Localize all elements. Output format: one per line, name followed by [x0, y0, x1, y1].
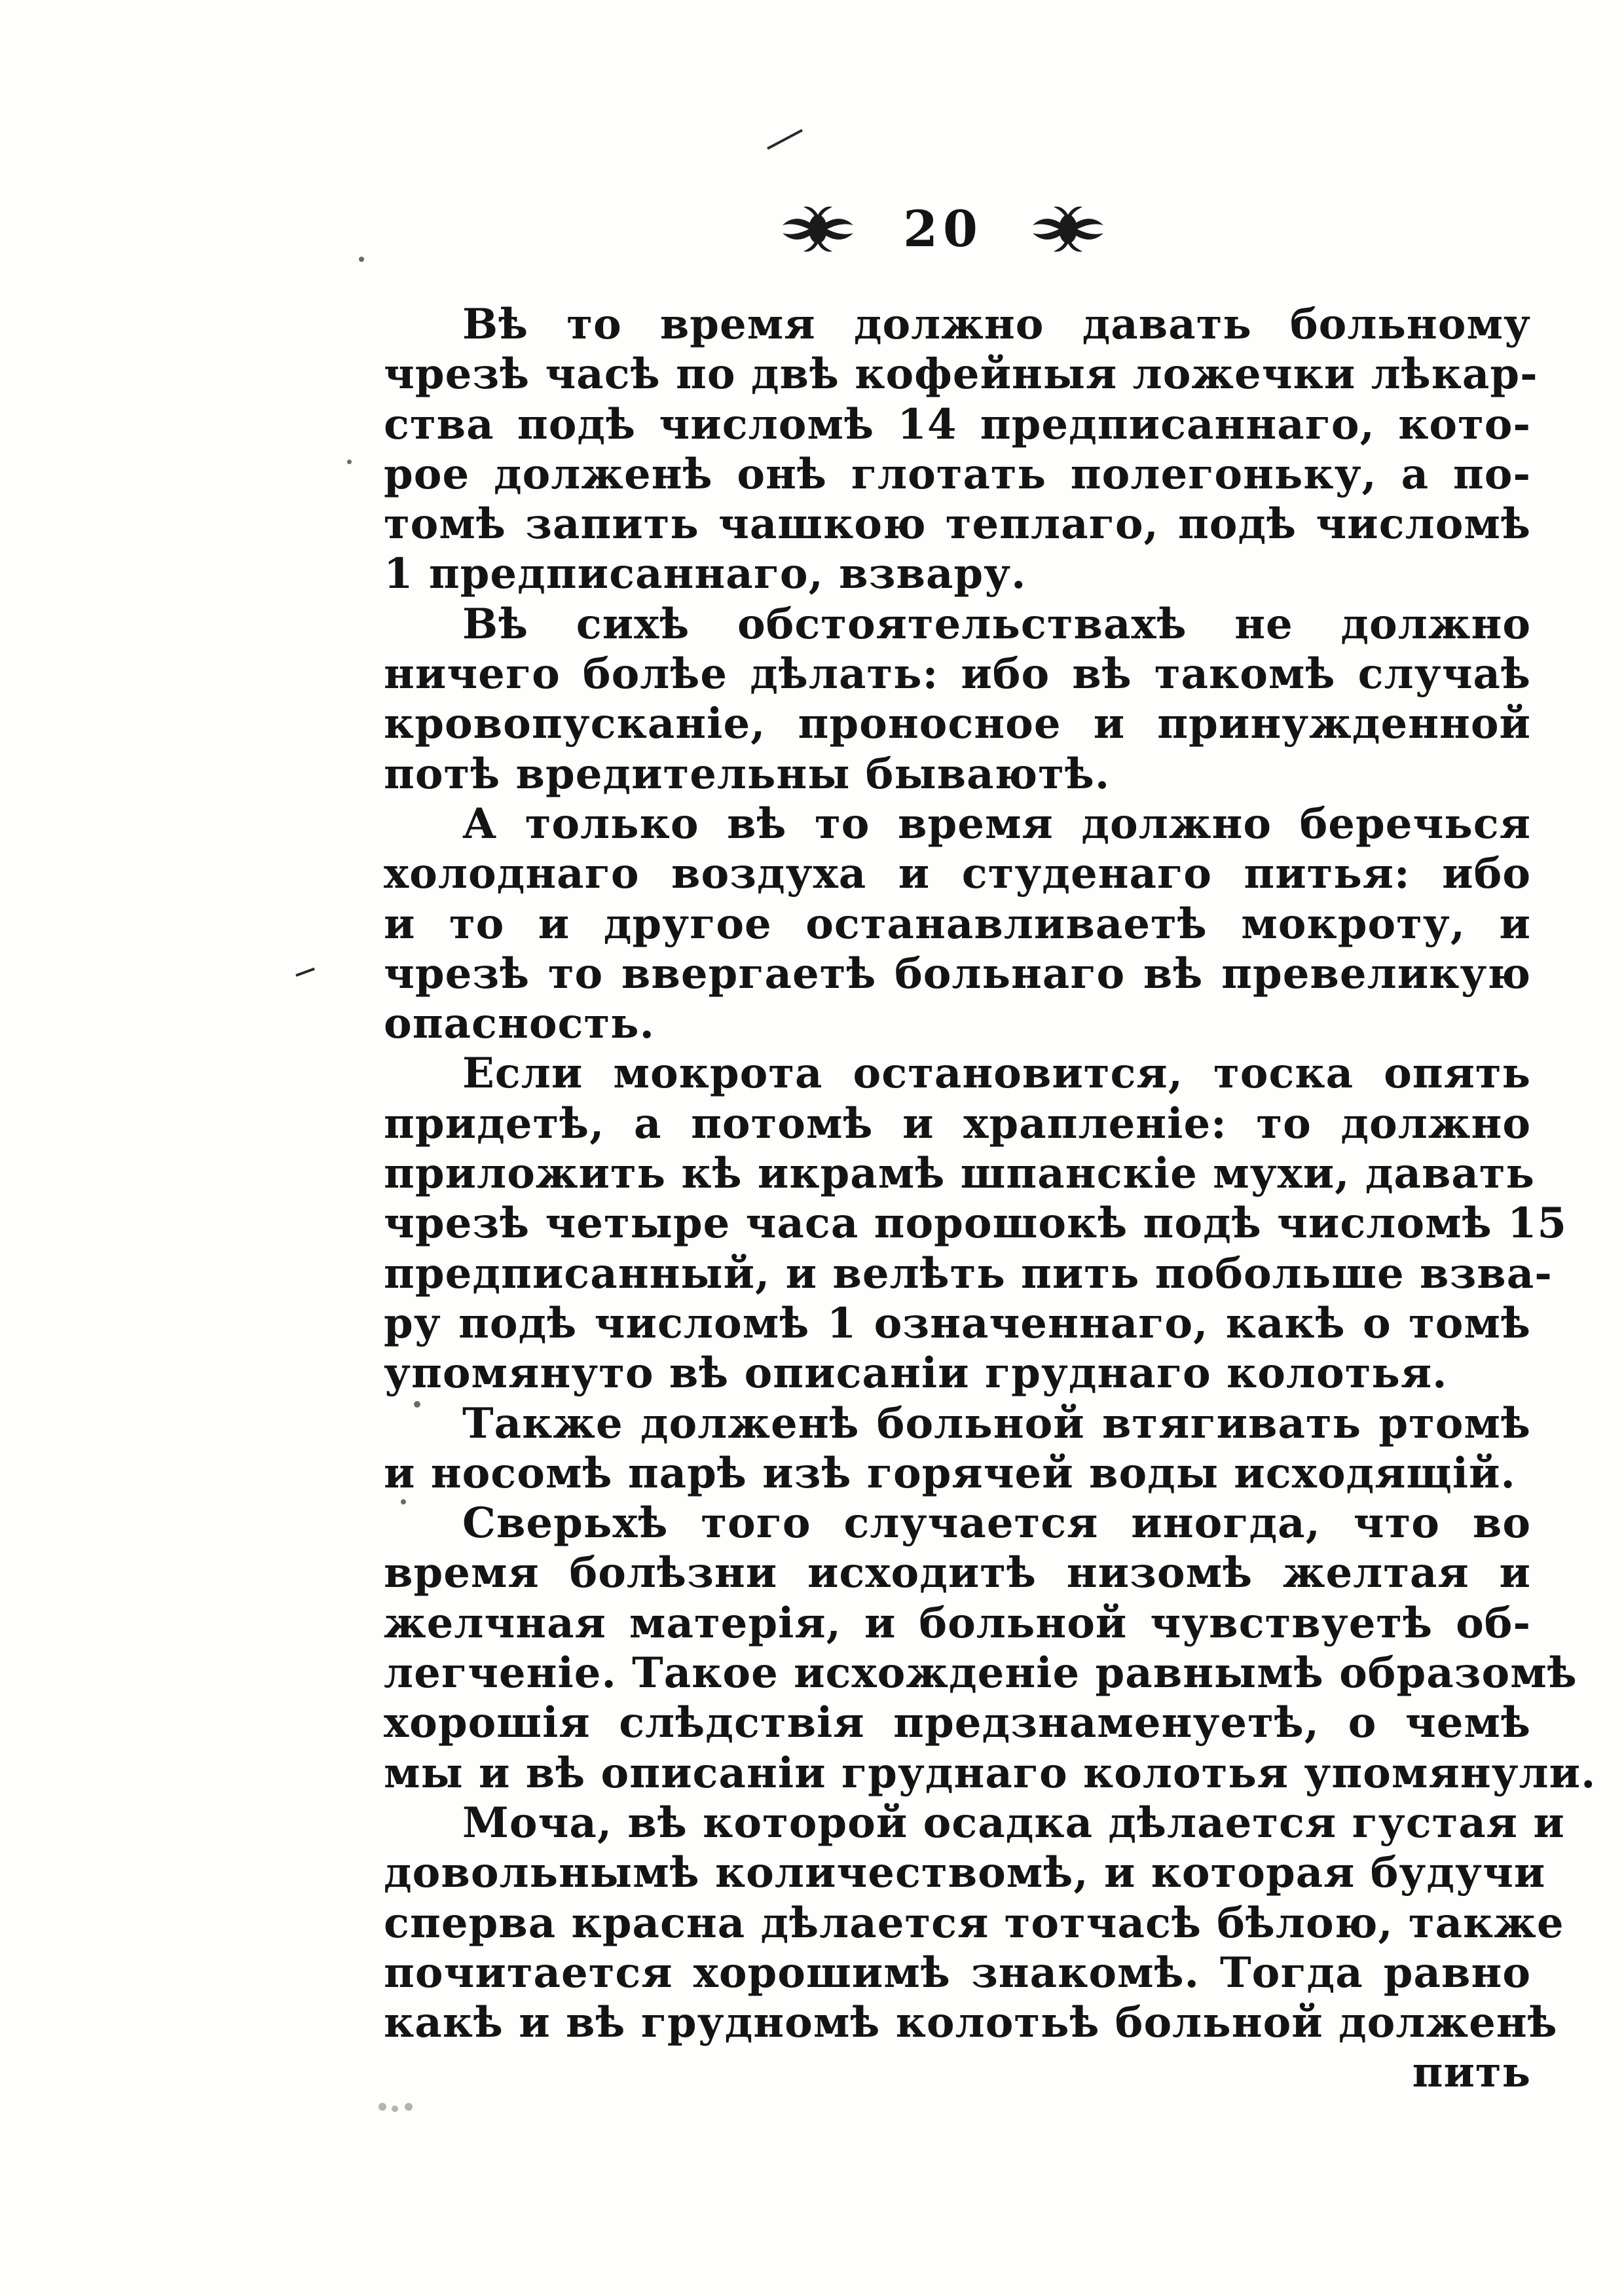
text-line: Сверьхѣ того случается иногда, что во: [462, 1499, 1531, 1548]
text-line: предписанный, и велѣть пить побольше взва-: [384, 1248, 1553, 1298]
text-line: упомянуто вѣ описаніи груднаго колотья.: [384, 1349, 1448, 1398]
paper-speck: [347, 460, 352, 464]
text-line: Вѣ сихѣ обстоятельствахѣ не должно: [462, 599, 1531, 649]
paragraph: [384, 600, 1531, 799]
text-line: опасность.: [384, 999, 655, 1049]
body-text: [384, 300, 1596, 2098]
paper-speck: [405, 2103, 413, 2111]
text-line: томѣ запить чашкою теплаго, подѣ числомѣ: [384, 500, 1531, 549]
page-header: [740, 190, 1146, 268]
paragraph: [384, 300, 1538, 600]
paragraph: [384, 1049, 1568, 1398]
text-line: Моча, вѣ которой осадка дѣлается густая и: [462, 1798, 1565, 1848]
text-line: приложить кѣ икрамѣ шпанскіе мухи, давать: [384, 1149, 1535, 1199]
stray-mark: [295, 968, 315, 977]
text-line: желчная матерія, и больной чувствуетѣ об-: [384, 1598, 1531, 1648]
text-line: ничего болѣе дѣлать: ибо вѣ такомѣ случаѣ: [384, 649, 1531, 699]
paragraph: [384, 799, 1531, 1049]
paper-speck: [359, 257, 364, 262]
text-line: какѣ и вѣ грудномѣ колотьѣ больной долженѣ: [384, 1998, 1558, 2048]
paragraph: [384, 1399, 1531, 1499]
paragraph: [384, 1798, 1565, 2048]
text-line: рое долженѣ онѣ глотать полегоньку, а по-: [384, 449, 1531, 499]
paper-speck: [392, 2105, 398, 2112]
text-line: мы и вѣ описаніи груднаго колотья упомянули.: [384, 1748, 1596, 1798]
catchword: пить: [1412, 2048, 1531, 2098]
text-line: и носомѣ парѣ изѣ горячей воды исходящій.: [384, 1448, 1516, 1498]
paper-speck: [378, 2103, 386, 2111]
text-line: чрезѣ часѣ по двѣ кофейныя ложечки лѣкар-: [384, 350, 1538, 399]
text-line: и то и другое останавливаетѣ мокроту, и: [384, 899, 1531, 949]
text-line: потѣ вредительны бываютѣ.: [384, 749, 1111, 799]
text-line: холоднаго воздуха и студенаго питья: ибо: [384, 849, 1531, 899]
text-line: чрезѣ то ввергаетѣ больнаго вѣ превеликую: [384, 949, 1531, 998]
text-line: почитается хорошимѣ знакомѣ. Тогда равно: [384, 1948, 1531, 1997]
fleuron-right-icon: [1029, 203, 1107, 255]
text-line: чрезѣ четыре часа порошокѣ подѣ числомѣ 15: [384, 1199, 1568, 1248]
text-line: время болѣзни исходитѣ низомѣ желтая и: [384, 1548, 1531, 1598]
text-line: Если мокрота остановится, тоска опять: [462, 1049, 1531, 1099]
fleuron-left-icon: [779, 203, 857, 255]
text-line: придетѣ, а потомѣ и храпленіе: то должно: [384, 1099, 1531, 1148]
text-line: Также долженѣ больной втягивать ртомѣ: [462, 1398, 1531, 1448]
paragraph: [384, 1499, 1596, 1798]
text-line: А только вѣ то время должно беречься: [462, 799, 1531, 848]
text-line: кровопусканіе, проносное и принужденной: [384, 699, 1531, 749]
text-line: ру подѣ числомѣ 1 означеннаго, какѣ о томѣ: [384, 1298, 1531, 1348]
text-line: легченіе. Такое исхожденіе равнымѣ образомѣ: [384, 1649, 1578, 1698]
text-line: сперва красна дѣлается тотчасѣ бѣлою, также: [384, 1898, 1564, 1948]
text-line: ства подѣ числомѣ 14 предписаннаго, кото-: [384, 399, 1531, 449]
stray-mark: [767, 129, 803, 150]
text-line: довольнымѣ количествомѣ, и которая будучи: [384, 1848, 1546, 1898]
text-line: 1 предписаннаго, взвару.: [384, 549, 1027, 599]
text-line: хорошія слѣдствія предзнаменуетѣ, о чемѣ: [384, 1698, 1531, 1748]
text-line: Вѣ то время должно давать больному: [462, 300, 1531, 349]
page-number: 20: [903, 200, 983, 258]
